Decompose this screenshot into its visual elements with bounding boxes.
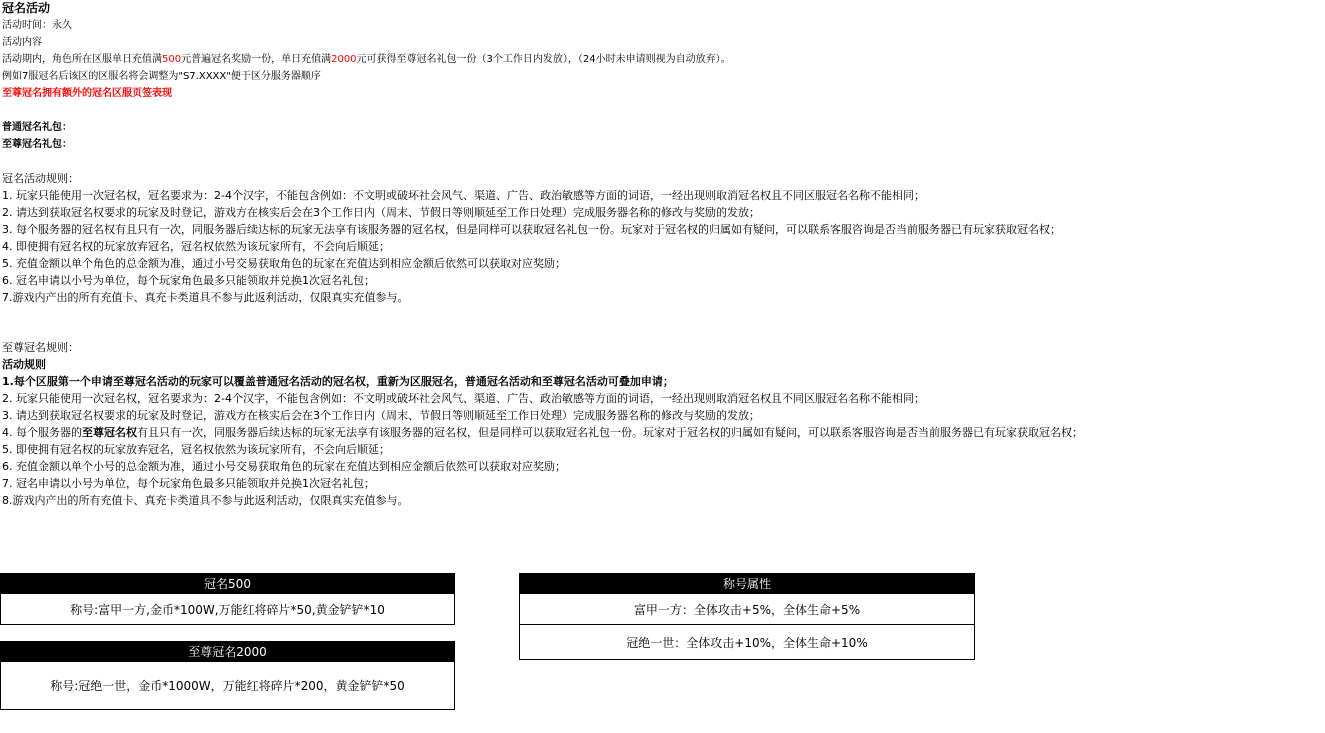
table-header: 称号属性	[520, 574, 975, 594]
normal-rule-item: 7.游戏内产出的所有充值卡、真充卡类道具不参与此返利活动，仅限真实充值参与。	[2, 291, 409, 304]
highlight-text: 至尊冠名拥有额外的冠名区服页签表现	[2, 88, 172, 99]
table-header: 至尊冠名2000	[1, 642, 455, 662]
normal-rule-item: 2. 请达到获取冠名权要求的玩家及时登记，游戏方在核实后会在3个工作日内（周末、节假日等则顺延至工作日处理）完成服务器名称的修改与奖励的发放；	[2, 206, 760, 219]
example-text: 例如7服冠名后该区的区服名将会调整为"S7.XXXX"便于区分服务器顺序	[2, 71, 321, 82]
table-cell: 称号:富甲一方,金币*100W,万能红将碎片*50,黄金铲铲*10	[1, 594, 455, 625]
table-header: 冠名500	[1, 574, 455, 594]
supreme-rule-item: 6. 充值金额以单个小号的总金额为准，通过小号交易获取角色的玩家在充值达到相应金额后依然可以获取对应奖励；	[2, 460, 566, 473]
supreme-rule-item: 2. 玩家只能使用一次冠名权，冠名要求为：2-4个汉字，不能包含例如：不文明或破坏社会风气、渠道、广告、政治敏感等方面的词语，一经出现则取消冠名权且不同区服冠名名称不能相同；	[2, 392, 925, 405]
reward-table-2000	[0, 641, 455, 710]
item4-pre: 4. 每个服务器的	[2, 426, 82, 439]
item4-post: 有且只有一次，同服务器后续达标的玩家无法享有该服务器的冠名权，但是同样可以获取冠名礼包一份。玩家对于冠名权的归属如有疑问，可以联系客服咨询是否当前服务器已有玩家获取冠名权；	[137, 426, 1083, 439]
supreme-rule-item: 8.游戏内产出的所有充值卡、真充卡类道具不参与此返利活动，仅限真实充值参与。	[2, 494, 409, 507]
desc-pre: 活动期内，角色所在区服单日充值满	[2, 54, 162, 65]
supreme-rules-heading: 至尊冠名规则：	[2, 341, 79, 354]
amount-500: 500	[162, 54, 182, 65]
supreme-rule-item	[2, 424, 1083, 441]
table-cell: 称号:冠绝一世，金币*1000W，万能红将碎片*200，黄金铲铲*50	[1, 662, 455, 710]
supreme-rule-item: 7. 冠名申请以小号为单位，每个玩家角色最多只能领取并兑换1次冠名礼包；	[2, 477, 375, 490]
supreme-rule-item: 3. 请达到获取冠名权要求的玩家及时登记，游戏方在核实后会在3个工作日内（周末、节假日等则顺延至工作日处理）完成服务器名称的修改与奖励的发放；	[2, 409, 760, 422]
supreme-pack-label: 至尊冠名礼包：	[2, 139, 72, 150]
reward-table-500	[0, 573, 455, 625]
table-cell: 冠绝一世：全体攻击+10%，全体生命+10%	[520, 625, 975, 660]
normal-rules-heading: 冠名活动规则：	[2, 172, 79, 185]
normal-rule-item: 6. 冠名申请以小号为单位，每个玩家角色最多只能领取并兑换1次冠名礼包；	[2, 274, 375, 287]
amount-2000: 2000	[331, 54, 357, 65]
desc-mid: 元普遍冠名奖励一份，单日充值满	[181, 54, 332, 65]
supreme-rule-item: 5. 即使拥有冠名权的玩家放弃冠名，冠名权依然为该玩家所有，不会向后顺延；	[2, 443, 390, 456]
title-attributes-table	[519, 573, 975, 660]
activity-time: 活动时间：永久	[2, 20, 72, 31]
item4-bold: 至尊冠名权	[82, 426, 137, 439]
normal-rule-item: 5. 充值金额以单个角色的总金额为准，通过小号交易获取角色的玩家在充值达到相应金额后依然可以获取对应奖励；	[2, 257, 566, 270]
normal-rule-item: 4. 即使拥有冠名权的玩家放弃冠名，冠名权依然为该玩家所有，不会向后顺延；	[2, 240, 390, 253]
page-title: 冠名活动	[2, 1, 51, 15]
desc-post: 元可获得至尊冠名礼包一份（3个工作日内发放），（24小时未申请则视为自动放弃）。	[356, 54, 731, 65]
table-cell: 富甲一方：全体攻击+5%，全体生命+5%	[520, 594, 975, 625]
activity-content-label: 活动内容	[2, 37, 42, 48]
supreme-rule-item: 1.每个区服第一个申请至尊冠名活动的玩家可以覆盖普通冠名活动的冠名权，重新为区服冠名，普通冠名活动和至尊冠名活动可叠加申请；	[2, 375, 674, 388]
activity-description	[2, 51, 731, 68]
normal-rule-item: 1. 玩家只能使用一次冠名权，冠名要求为：2-4个汉字，不能包含例如：不文明或破坏社会风气、渠道、广告、政治敏感等方面的词语，一经出现则取消冠名权且不同区服冠名名称不能相同；	[2, 189, 925, 202]
supreme-rules-subheading: 活动规则	[2, 358, 46, 371]
normal-rule-item: 3. 每个服务器的冠名权有且只有一次，同服务器后续达标的玩家无法享有该服务器的冠名权，但是同样可以获取冠名礼包一份。玩家对于冠名权的归属如有疑问，可以联系客服咨询是否当前服务器已有玩家获取冠名权；	[2, 223, 1061, 236]
normal-pack-label: 普通冠名礼包：	[2, 122, 72, 133]
